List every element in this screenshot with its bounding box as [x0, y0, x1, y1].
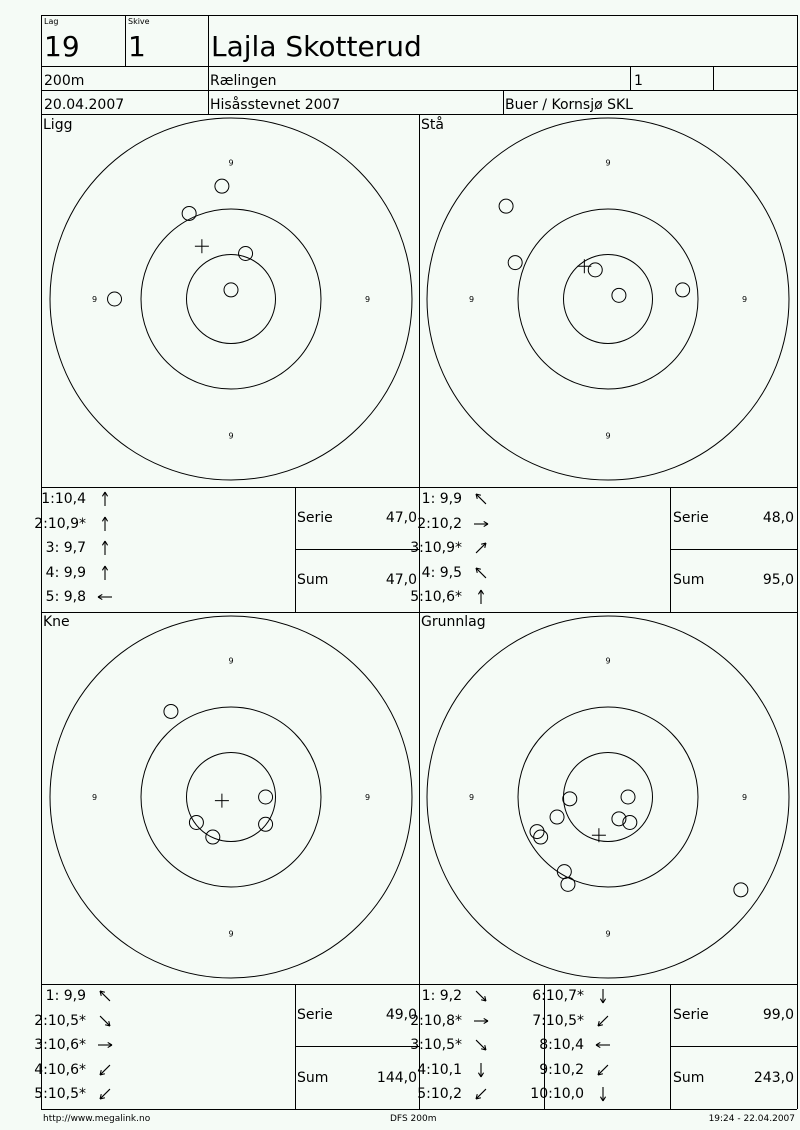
shot-label: 8:10,4 [539, 1037, 584, 1053]
target-title-grunnlag: Grunnlag [421, 614, 486, 630]
shot-label: 10:10,0 [530, 1086, 584, 1102]
direction-arrow-icon [472, 490, 490, 508]
shot-label: 1:10,4 [41, 491, 86, 507]
target-ring [518, 209, 698, 389]
target-ring [564, 255, 653, 344]
ring-label: 9 [468, 295, 475, 304]
direction-arrow-icon [96, 987, 114, 1005]
shot-hole [224, 283, 238, 297]
ring-label: 9 [228, 929, 234, 939]
direction-arrow-icon [96, 588, 114, 606]
direction-arrow-icon [96, 539, 114, 557]
direction-arrow-icon [96, 490, 114, 508]
sum-label: Sum [297, 1070, 329, 1086]
serie-value: 99,0 [762, 1007, 794, 1023]
shot-entry [398, 514, 490, 534]
direction-arrow-icon [472, 1012, 490, 1030]
shot-hole [563, 792, 577, 806]
shot-entry [398, 1060, 490, 1080]
ring-label: 9 [228, 431, 234, 441]
shot-label: 4: 9,9 [45, 564, 86, 581]
shot-entry [22, 538, 114, 558]
sum-value: 243,0 [753, 1070, 794, 1086]
direction-arrow-icon [96, 564, 114, 582]
skive-value: 1 [128, 30, 146, 63]
direction-arrow-icon [594, 1061, 612, 1079]
shot-entry [398, 489, 490, 509]
ring-label: 9 [741, 295, 748, 304]
target-face-kne [49, 615, 413, 979]
shot-entry [398, 563, 490, 583]
ring-label: 9 [91, 295, 98, 304]
sum-value: 47,0 [385, 572, 417, 588]
shot-label: 6:10,7* [532, 988, 584, 1004]
target-title-ligg: Ligg [43, 117, 73, 133]
direction-arrow-icon [472, 564, 490, 582]
ring-label: 9 [364, 295, 371, 304]
class-value: 1 [634, 73, 643, 89]
shot-entry [22, 1035, 114, 1055]
serie-label: Serie [297, 510, 333, 526]
sum-label: Sum [673, 1070, 705, 1086]
shot-entry [22, 489, 114, 509]
serie-value: 48,0 [762, 510, 794, 526]
shot-hole [561, 877, 575, 891]
shot-label: 9:10,2 [539, 1061, 584, 1078]
target-ring [141, 707, 321, 887]
shot-entry [398, 1084, 490, 1104]
target-ring [141, 209, 321, 389]
target-ring [187, 255, 276, 344]
venue: Buer / Kornsjø SKL [505, 97, 633, 113]
serie-label: Serie [297, 1007, 333, 1023]
serie-label: Serie [673, 1007, 709, 1023]
target-ring [50, 118, 412, 480]
shot-hole [734, 883, 748, 897]
shot-hole [499, 199, 513, 213]
center-mark [592, 828, 606, 842]
shot-entry [398, 986, 490, 1006]
date: 20.04.2007 [44, 97, 125, 113]
shot-hole [550, 810, 564, 824]
shot-label: 5:10,2 [417, 1086, 462, 1102]
shot-label: 3:10,5* [410, 1037, 462, 1053]
ring-label: 9 [605, 656, 611, 666]
shot-hole [508, 256, 522, 270]
direction-arrow-icon [96, 515, 114, 533]
shot-entry [520, 1035, 612, 1055]
shot-label: 7:10,5* [532, 1012, 584, 1029]
direction-arrow-icon [96, 1012, 114, 1030]
shot-entry [398, 587, 490, 607]
target-title-kne: Kne [43, 614, 70, 630]
shot-label: 5: 9,8 [45, 589, 86, 605]
direction-arrow-icon [472, 515, 490, 533]
direction-arrow-icon [472, 1061, 490, 1079]
shot-entry [520, 1084, 612, 1104]
ring-label: 9 [605, 158, 611, 168]
shot-hole [215, 179, 229, 193]
target-ring [427, 616, 789, 978]
shot-hole [182, 206, 196, 220]
ring-label: 9 [364, 793, 371, 802]
shot-label: 4:10,6* [34, 1061, 86, 1078]
target-ring [50, 616, 412, 978]
skive-label: Skive [128, 17, 150, 26]
shot-label: 2:10,5* [34, 1012, 86, 1029]
ring-label: 9 [468, 793, 475, 802]
shot-label: 1: 9,2 [421, 988, 462, 1004]
shot-label: 5:10,5* [34, 1086, 86, 1102]
direction-arrow-icon [96, 1061, 114, 1079]
ring-label: 9 [605, 431, 611, 441]
ring-label: 9 [228, 158, 234, 168]
footer-center: DFS 200m [390, 1114, 437, 1124]
direction-arrow-icon [472, 1085, 490, 1103]
shot-entry [520, 1011, 612, 1031]
target-face-ligg [49, 117, 413, 481]
shot-entry [398, 1035, 490, 1055]
event-name: Hisåsstevnet 2007 [210, 97, 341, 113]
target-face-sta [426, 117, 790, 481]
shot-entry [22, 1084, 114, 1104]
direction-arrow-icon [96, 1036, 114, 1054]
shot-hole [164, 704, 178, 718]
shot-entry [22, 1011, 114, 1031]
shooter-name: Lajla Skotterud [211, 30, 422, 63]
direction-arrow-icon [594, 1085, 612, 1103]
shot-hole [259, 790, 273, 804]
shot-label: 4:10,1 [417, 1061, 462, 1078]
shot-label: 5:10,6* [410, 589, 462, 605]
shot-entry [22, 563, 114, 583]
shot-label: 2:10,2 [417, 515, 462, 532]
shot-hole [557, 865, 571, 879]
shot-label: 1: 9,9 [45, 988, 86, 1004]
shot-hole [612, 288, 626, 302]
shot-label: 3:10,9* [410, 540, 462, 556]
footer-timestamp: 19:24 - 22.04.2007 [708, 1114, 795, 1124]
sum-label: Sum [673, 572, 705, 588]
target-ring [427, 118, 789, 480]
target-face-grunnlag [426, 615, 790, 979]
shot-entry [398, 538, 490, 558]
lag-value: 19 [44, 30, 80, 63]
ring-label: 9 [228, 656, 234, 666]
distance: 200m [44, 73, 85, 89]
sum-label: Sum [297, 572, 329, 588]
center-mark [215, 794, 229, 808]
direction-arrow-icon [472, 539, 490, 557]
direction-arrow-icon [594, 1036, 612, 1054]
shot-entry [520, 1060, 612, 1080]
shot-entry [22, 514, 114, 534]
shot-label: 2:10,9* [34, 515, 86, 532]
shot-entry [22, 1060, 114, 1080]
direction-arrow-icon [472, 588, 490, 606]
shot-hole [676, 283, 690, 297]
club: Rælingen [210, 73, 277, 89]
shot-hole [108, 292, 122, 306]
sum-value: 95,0 [762, 572, 794, 588]
target-ring [518, 707, 698, 887]
shot-hole [621, 790, 635, 804]
center-mark [577, 259, 591, 273]
shot-hole [588, 263, 602, 277]
shot-entry [398, 1011, 490, 1031]
ring-label: 9 [741, 793, 748, 802]
shot-entry [520, 986, 612, 1006]
serie-value: 49,0 [385, 1007, 417, 1023]
shot-hole [206, 830, 220, 844]
lag-label: Lag [44, 17, 59, 26]
direction-arrow-icon [96, 1085, 114, 1103]
direction-arrow-icon [472, 987, 490, 1005]
footer-url: http://www.megalink.no [43, 1114, 151, 1124]
shot-hole [189, 815, 203, 829]
sum-value: 144,0 [376, 1070, 417, 1086]
target-title-sta: Stå [421, 117, 444, 133]
direction-arrow-icon [594, 987, 612, 1005]
shot-label: 1: 9,9 [421, 491, 462, 507]
ring-label: 9 [605, 929, 611, 939]
serie-label: Serie [673, 510, 709, 526]
shot-label: 3:10,6* [34, 1037, 86, 1053]
direction-arrow-icon [594, 1012, 612, 1030]
shot-label: 3: 9,7 [45, 540, 86, 556]
ring-label: 9 [91, 793, 98, 802]
shot-label: 2:10,8* [410, 1012, 462, 1029]
shot-entry [22, 587, 114, 607]
shot-hole [239, 247, 253, 261]
direction-arrow-icon [472, 1036, 490, 1054]
center-mark [195, 239, 209, 253]
shot-entry [22, 986, 114, 1006]
shot-label: 4: 9,5 [421, 564, 462, 581]
serie-value: 47,0 [385, 510, 417, 526]
